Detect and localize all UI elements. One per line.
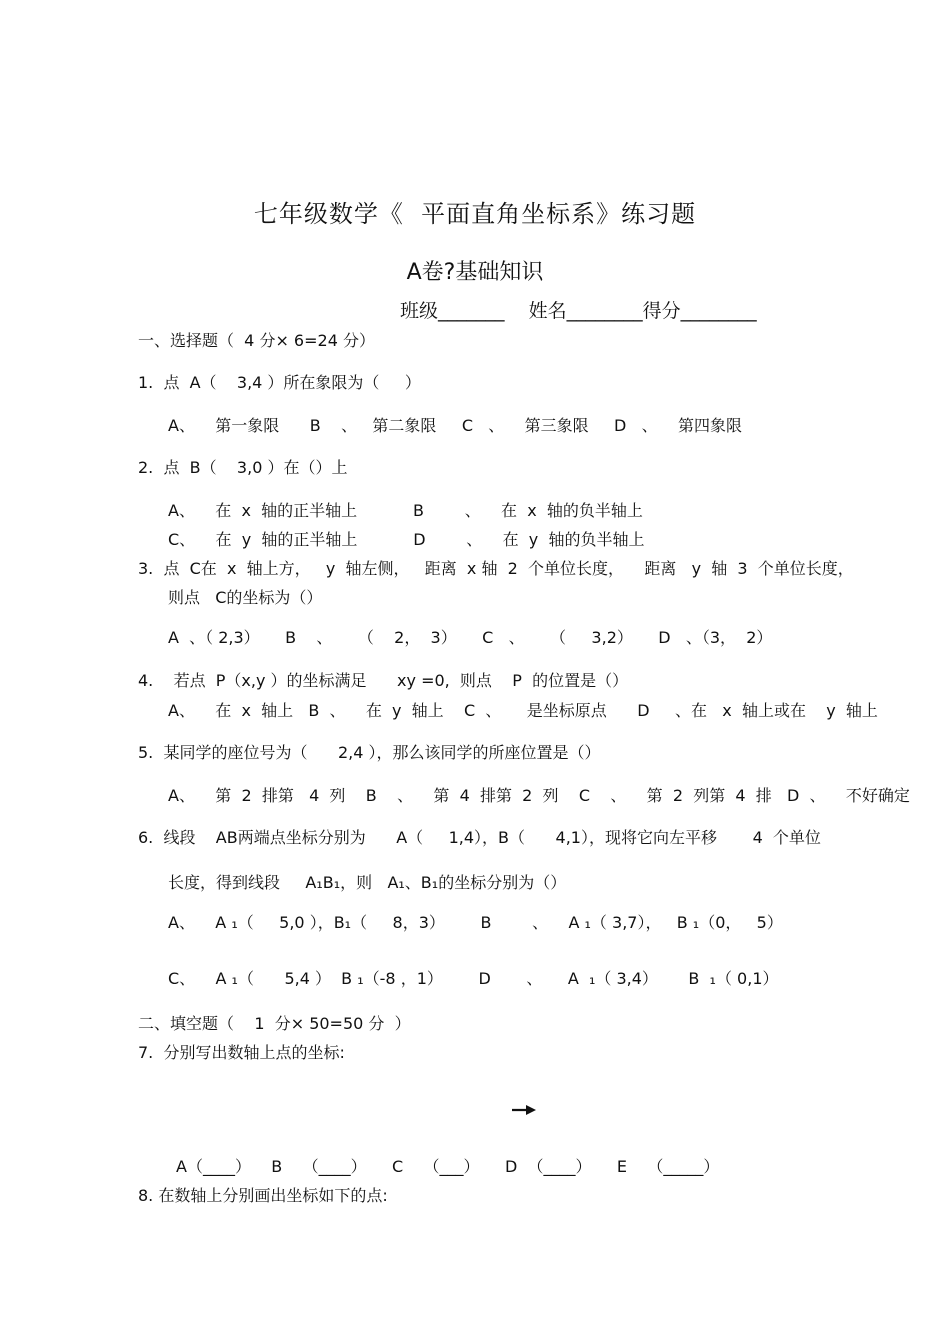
question-2-stem: 2. 点 B（ 3,0 ）在（）上 [138, 458, 348, 477]
question-6-stem-line-1: 6. 线段 AB两端点坐标分别为 A（ 1,4），B（ 4,1），现将它向左平移 4 个单位 [138, 828, 821, 847]
section-fill-blank-heading: 二、填空题（ 1 分× 50=50 分 ） [138, 1014, 411, 1033]
page-subtitle: A卷?基础知识 [406, 260, 544, 285]
question-5-options: A、 第 2 排第 4 列 B 、 第 4 排第 2 列 C 、 第 2 列第 4 排 D 、 不好确定 [168, 786, 910, 805]
question-6-stem-line-2: 长度，得到线段 A₁B₁，则 A₁、B₁的坐标分别为（） [168, 873, 567, 892]
question-6-options-row-1: A、 A ₁（ 5,0 ），B₁（ 8，3） B 、 A ₁（ 3,7）， B ₁（0， 5） [168, 913, 783, 932]
question-3-options: A 、（ 2,3） B 、 （ 2， 3） C 、 （ 3,2） D 、（3， 2） [168, 628, 773, 647]
question-3-stem-line-2: 则点 C的坐标为（） [168, 588, 323, 607]
question-5-stem: 5. 某同学的座位号为（ 2,4 ），那么该同学的所座位置是（） [138, 743, 601, 762]
question-1-options: A、 第一象限 B 、 第二象限 C 、 第三象限 D 、 第四象限 [168, 416, 742, 435]
question-7-stem: 7. 分别写出数轴上点的坐标: [138, 1043, 345, 1062]
question-6-options-row-2: C、 A ₁（ 5,4 ） B ₁（-8 ，1） D 、 A ₁（ 3,4） B ₁（ 0,1） [168, 969, 779, 988]
question-2-options-row-2: C、 在 y 轴的正半轴上 D 、 在 y 轴的负半轴上 [168, 530, 645, 549]
number-line-arrow-icon [512, 1104, 536, 1116]
question-4-stem: 4. 若点 P（x,y ）的坐标满足 xy =0, 则点 P 的位置是（） [138, 671, 629, 690]
question-1-stem: 1. 点 A（ 3,4 ）所在象限为（ ） [138, 373, 421, 392]
question-8-stem: 8. 在数轴上分别画出坐标如下的点: [138, 1186, 388, 1205]
page-title: 七年级数学《 平面直角坐标系》练习题 [253, 200, 697, 228]
question-4-options: A、 在 x 轴上 B 、 在 y 轴上 C 、 是坐标原点 D 、在 x 轴上或在 y 轴上 [168, 701, 878, 720]
question-7-answer-blanks[interactable]: A（____） B （____） C （___） D （____） E （_____） [176, 1157, 720, 1176]
student-info-line: 班级_______ 姓名________得分________ [400, 300, 757, 322]
question-2-options-row-1: A、 在 x 轴的正半轴上 B 、 在 x 轴的负半轴上 [168, 501, 643, 520]
section-multiple-choice-heading: 一、选择题（ 4 分× 6=24 分） [138, 331, 375, 350]
question-3-stem-line-1: 3. 点 C在 x 轴上方， y 轴左侧， 距离 x 轴 2 个单位长度， 距离 y 轴 3 个单位长度， [138, 559, 854, 578]
